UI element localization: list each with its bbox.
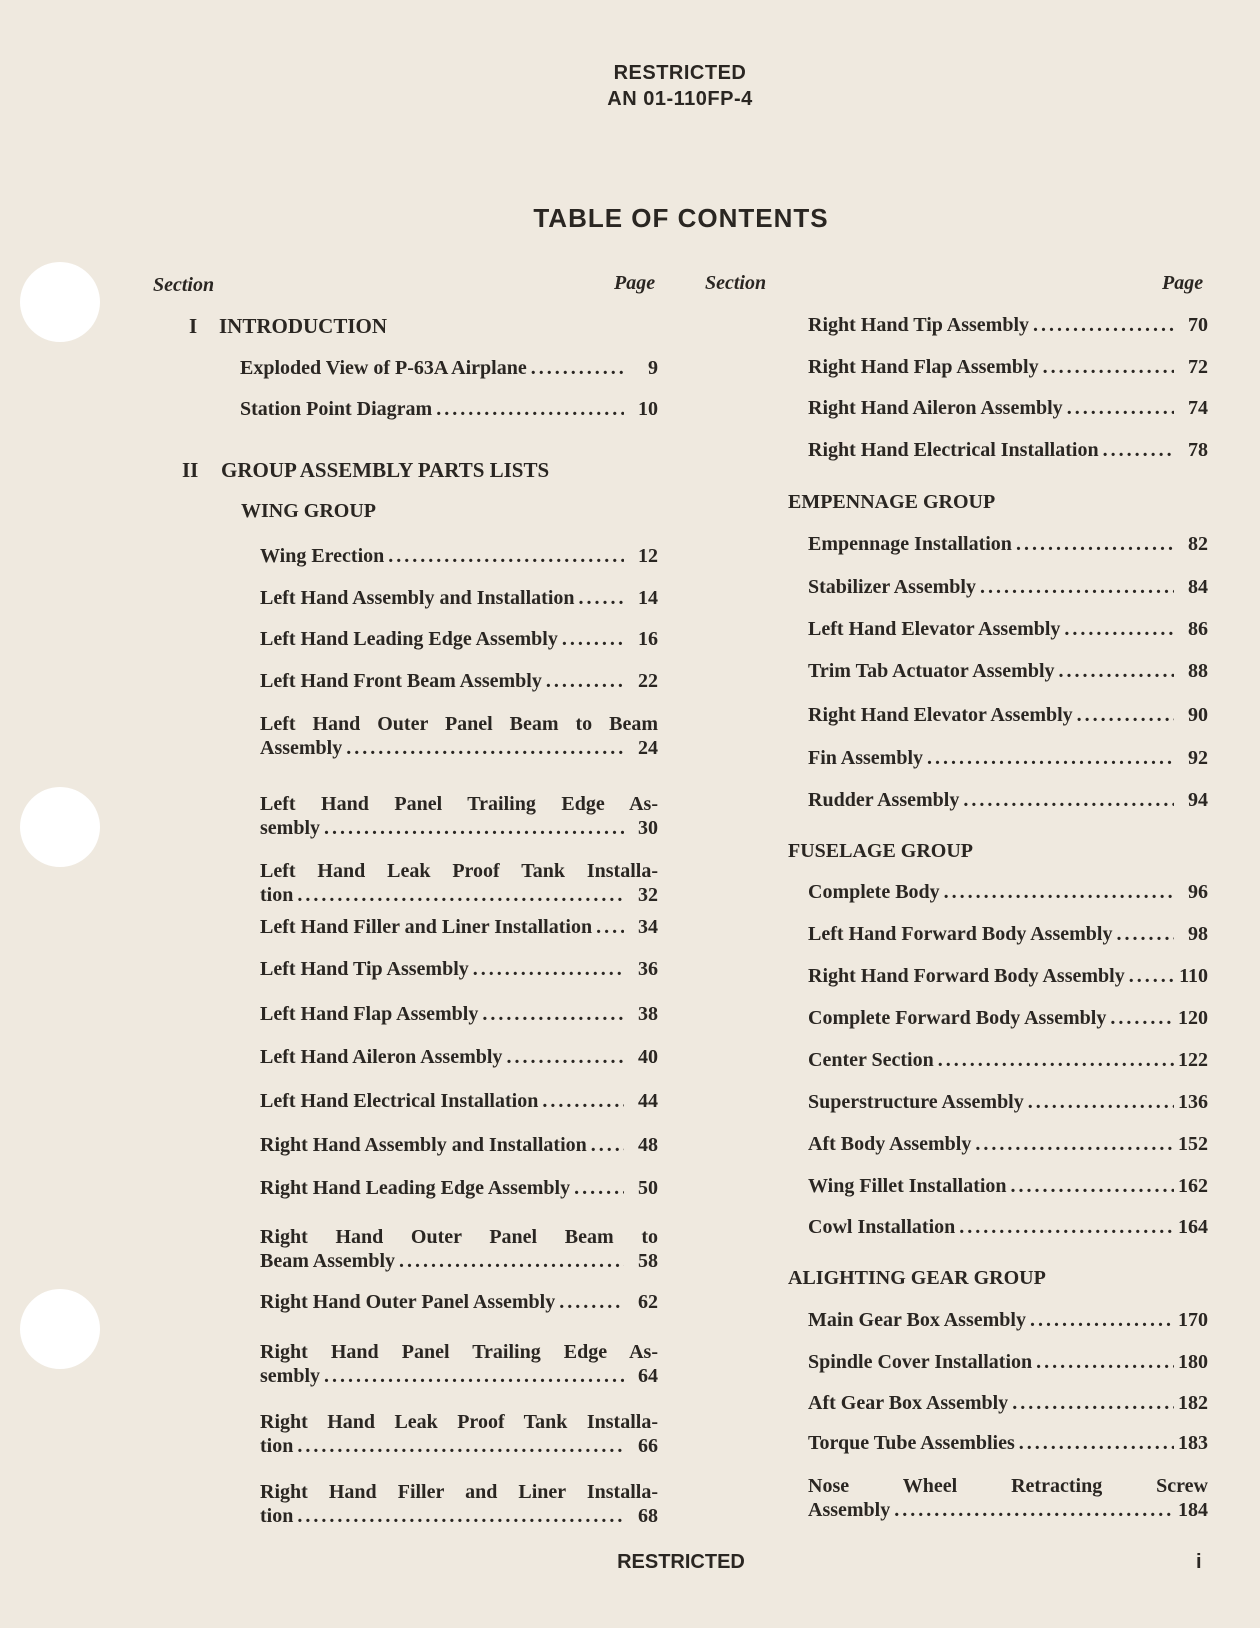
group-heading-alighting-gear: ALIGHTING GEAR GROUP bbox=[788, 1267, 1046, 1289]
toc-entry-page: 10 bbox=[638, 398, 658, 420]
toc-entry bbox=[260, 1133, 658, 1157]
toc-entry-page: 16 bbox=[638, 628, 658, 650]
toc-entry bbox=[260, 712, 658, 760]
dot-leader bbox=[297, 1434, 624, 1458]
toc-entry bbox=[260, 1290, 658, 1314]
toc-entry-title-line1: Left Hand Leak Proof Tank Installa- bbox=[260, 860, 658, 882]
toc-entry-title-line2: Assembly bbox=[808, 1499, 891, 1521]
toc-entry bbox=[808, 788, 1208, 812]
toc-entry bbox=[260, 1002, 658, 1026]
toc-entry bbox=[260, 1176, 658, 1200]
toc-entry bbox=[808, 313, 1208, 337]
toc-entry-title: Left Hand Aileron Assembly bbox=[260, 1046, 503, 1068]
dot-leader bbox=[980, 575, 1174, 599]
dot-leader bbox=[1059, 659, 1174, 683]
toc-entry bbox=[808, 880, 1208, 904]
toc-entry bbox=[260, 1089, 658, 1113]
column-heading-page-left: Page bbox=[614, 272, 656, 294]
toc-entry-page: 72 bbox=[1188, 356, 1208, 378]
toc-entry-line2 bbox=[260, 736, 658, 760]
toc-entry-title-line1: Right Hand Panel Trailing Edge As- bbox=[260, 1341, 658, 1363]
dot-leader bbox=[1116, 922, 1174, 946]
toc-entry bbox=[808, 1431, 1208, 1455]
column-heading-section-right: Section bbox=[705, 272, 767, 294]
dot-leader bbox=[938, 1048, 1174, 1072]
toc-entry bbox=[240, 397, 658, 421]
dot-leader bbox=[963, 788, 1174, 812]
toc-entry bbox=[260, 1410, 658, 1458]
toc-entry bbox=[240, 356, 658, 380]
group-heading-wing: WING GROUP bbox=[241, 500, 376, 522]
toc-entry-title: Right Hand Aileron Assembly bbox=[808, 397, 1063, 419]
dot-leader bbox=[388, 544, 624, 568]
dot-leader bbox=[1067, 396, 1174, 420]
toc-entry-title: Left Hand Electrical Installation bbox=[260, 1090, 539, 1112]
toc-entry bbox=[808, 1474, 1208, 1522]
toc-entry-title: Wing Fillet Installation bbox=[808, 1175, 1007, 1197]
toc-entry-title-line2: Beam Assembly bbox=[260, 1250, 395, 1272]
toc-entry-page: 74 bbox=[1188, 397, 1208, 419]
toc-entry-page: 66 bbox=[638, 1435, 658, 1457]
toc-entry-title: Right Hand Tip Assembly bbox=[808, 314, 1030, 336]
toc-entry-page: 36 bbox=[638, 958, 658, 980]
page-title: TABLE OF CONTENTS bbox=[533, 203, 829, 233]
toc-entry-title-line1: Right Hand Filler and Liner Installa- bbox=[260, 1481, 658, 1503]
toc-entry-page: 162 bbox=[1178, 1175, 1208, 1197]
toc-entry bbox=[808, 922, 1208, 946]
dot-leader bbox=[596, 915, 624, 939]
toc-entry-page: 164 bbox=[1178, 1216, 1208, 1238]
dot-leader bbox=[1030, 1308, 1174, 1332]
dot-leader bbox=[959, 1215, 1174, 1239]
toc-entry-title-line2: tion bbox=[260, 1435, 294, 1457]
toc-entry-title: Left Hand Tip Assembly bbox=[260, 958, 469, 980]
toc-entry-page: 94 bbox=[1188, 789, 1208, 811]
toc-entry-title: Trim Tab Actuator Assembly bbox=[808, 660, 1055, 682]
dot-leader bbox=[1033, 313, 1174, 337]
toc-entry bbox=[260, 859, 658, 907]
dot-leader bbox=[944, 880, 1174, 904]
footer-classification: RESTRICTED bbox=[617, 1551, 745, 1573]
toc-entry-page: 110 bbox=[1179, 965, 1208, 987]
toc-entry bbox=[808, 1350, 1208, 1374]
dot-leader bbox=[482, 1002, 624, 1026]
toc-entry bbox=[260, 544, 658, 568]
toc-entry-page: 184 bbox=[1178, 1499, 1208, 1521]
toc-entry-page: 86 bbox=[1188, 618, 1208, 640]
dot-leader bbox=[1028, 1090, 1174, 1114]
toc-entry-line2 bbox=[260, 1249, 658, 1273]
toc-entry-page: 14 bbox=[638, 587, 658, 609]
toc-entry-page: 70 bbox=[1188, 314, 1208, 336]
toc-entry bbox=[808, 617, 1208, 641]
toc-entry-title: Torque Tube Assemblies bbox=[808, 1432, 1015, 1454]
toc-entry-title: Stabilizer Assembly bbox=[808, 576, 976, 598]
toc-entry bbox=[808, 1006, 1208, 1030]
group-heading-fuselage: FUSELAGE GROUP bbox=[788, 840, 974, 862]
toc-entry-title-line1: Left Hand Panel Trailing Edge As- bbox=[260, 793, 658, 815]
toc-entry-title: Rudder Assembly bbox=[808, 789, 960, 811]
toc-entry-page: 122 bbox=[1178, 1049, 1208, 1071]
binder-hole-top bbox=[20, 262, 100, 342]
toc-entry bbox=[808, 1090, 1208, 1114]
toc-entry-title: Complete Forward Body Assembly bbox=[808, 1007, 1107, 1029]
toc-entry-page: 34 bbox=[638, 916, 658, 938]
toc-entry-page: 90 bbox=[1188, 704, 1208, 726]
dot-leader bbox=[546, 669, 624, 693]
toc-entry-title-line2: sembly bbox=[260, 1365, 320, 1387]
toc-entry-page: 62 bbox=[638, 1291, 658, 1313]
toc-entry bbox=[808, 659, 1208, 683]
dot-leader bbox=[927, 746, 1174, 770]
dot-leader bbox=[1110, 1006, 1174, 1030]
toc-entry-title: Left Hand Forward Body Assembly bbox=[808, 923, 1113, 945]
dot-leader bbox=[559, 1290, 624, 1314]
dot-leader bbox=[1011, 1174, 1174, 1198]
toc-entry-title: Left Hand Front Beam Assembly bbox=[260, 670, 542, 692]
dot-leader bbox=[297, 1504, 624, 1528]
toc-entry-title: Main Gear Box Assembly bbox=[808, 1309, 1026, 1331]
toc-entry-title: Right Hand Electrical Installation bbox=[808, 439, 1099, 461]
toc-entry-page: 9 bbox=[648, 357, 658, 379]
dot-leader bbox=[324, 1364, 624, 1388]
toc-entry-page: 183 bbox=[1178, 1432, 1208, 1454]
section-title-group-assembly-parts-lists: GROUP ASSEMBLY PARTS LISTS bbox=[221, 458, 550, 482]
dot-leader bbox=[531, 356, 624, 380]
toc-entry bbox=[808, 438, 1208, 462]
section-number-1: I bbox=[189, 314, 198, 338]
toc-entry-page: 84 bbox=[1188, 576, 1208, 598]
header-classification: RESTRICTED bbox=[613, 62, 747, 84]
toc-entry-title-line2: Assembly bbox=[260, 737, 343, 759]
dot-leader bbox=[562, 627, 624, 651]
toc-entry-title-line1: Right Hand Leak Proof Tank Installa- bbox=[260, 1411, 658, 1433]
toc-entry bbox=[260, 586, 658, 610]
toc-entry-page: 170 bbox=[1178, 1309, 1208, 1331]
toc-entry-title-line1: Right Hand Outer Panel Beam to bbox=[260, 1226, 658, 1248]
toc-entry bbox=[808, 746, 1208, 770]
dot-leader bbox=[346, 736, 624, 760]
toc-entry bbox=[808, 1048, 1208, 1072]
toc-entry-title: Right Hand Leading Edge Assembly bbox=[260, 1177, 571, 1199]
toc-entry-page: 98 bbox=[1188, 923, 1208, 945]
toc-entry bbox=[260, 1480, 658, 1528]
toc-entry-page: 180 bbox=[1178, 1351, 1208, 1373]
toc-entry bbox=[808, 355, 1208, 379]
toc-entry-page: 152 bbox=[1178, 1133, 1208, 1155]
dot-leader bbox=[591, 1133, 624, 1157]
toc-entry-title-line2: tion bbox=[260, 884, 294, 906]
dot-leader bbox=[1064, 617, 1174, 641]
toc-entry-page: 12 bbox=[638, 545, 658, 567]
toc-entry-line2 bbox=[260, 816, 658, 840]
binder-hole-middle bbox=[20, 787, 100, 867]
toc-entry bbox=[260, 1225, 658, 1273]
toc-entry-page: 136 bbox=[1178, 1091, 1208, 1113]
binder-hole-bottom bbox=[20, 1289, 100, 1369]
dot-leader bbox=[297, 883, 624, 907]
toc-entry-title-line2: sembly bbox=[260, 817, 320, 839]
dot-leader bbox=[1077, 703, 1174, 727]
section-number-2: II bbox=[182, 458, 199, 482]
toc-entry-title: Left Hand Leading Edge Assembly bbox=[260, 628, 558, 650]
toc-entry-title: Left Hand Flap Assembly bbox=[260, 1003, 479, 1025]
toc-entry bbox=[808, 1215, 1208, 1239]
toc-entry-title-line1: Left Hand Outer Panel Beam to Beam bbox=[260, 713, 658, 735]
toc-entry bbox=[808, 396, 1208, 420]
toc-entry-title: Right Hand Outer Panel Assembly bbox=[260, 1291, 556, 1313]
dot-leader bbox=[1103, 438, 1174, 462]
toc-entry-line2 bbox=[260, 1364, 658, 1388]
dot-leader bbox=[579, 586, 624, 610]
dot-leader bbox=[975, 1132, 1174, 1156]
toc-entry bbox=[260, 957, 658, 981]
toc-entry bbox=[808, 1391, 1208, 1415]
dot-leader bbox=[1012, 1391, 1174, 1415]
toc-entry bbox=[808, 532, 1208, 556]
toc-entry-page: 30 bbox=[638, 817, 658, 839]
toc-entry bbox=[808, 964, 1208, 988]
column-heading-page-right: Page bbox=[1162, 272, 1204, 294]
toc-entry-page: 22 bbox=[638, 670, 658, 692]
toc-entry-page: 68 bbox=[638, 1505, 658, 1527]
toc-entry-title: Right Hand Flap Assembly bbox=[808, 356, 1039, 378]
toc-entry bbox=[260, 669, 658, 693]
section-title-introduction: INTRODUCTION bbox=[219, 314, 388, 338]
dot-leader bbox=[894, 1498, 1174, 1522]
dot-leader bbox=[574, 1176, 624, 1200]
column-heading-section-left: Section bbox=[153, 274, 215, 296]
toc-entry-line2 bbox=[260, 883, 658, 907]
toc-entry-page: 38 bbox=[638, 1003, 658, 1025]
toc-entry-page: 78 bbox=[1188, 439, 1208, 461]
dot-leader bbox=[1016, 532, 1174, 556]
group-heading-empennage: EMPENNAGE GROUP bbox=[788, 491, 996, 513]
toc-entry-title: Fin Assembly bbox=[808, 747, 924, 769]
toc-entry-title: Right Hand Assembly and Installation bbox=[260, 1134, 587, 1156]
toc-entry-title: Superstructure Assembly bbox=[808, 1091, 1024, 1113]
toc-entry bbox=[260, 627, 658, 651]
toc-entry-title: Right Hand Elevator Assembly bbox=[808, 704, 1073, 726]
dot-leader bbox=[542, 1089, 624, 1113]
dot-leader bbox=[506, 1045, 624, 1069]
toc-entry-page: 96 bbox=[1188, 881, 1208, 903]
dot-leader bbox=[399, 1249, 624, 1273]
toc-entry-page: 40 bbox=[638, 1046, 658, 1068]
toc-entry bbox=[260, 1045, 658, 1069]
toc-entry-title: Left Hand Elevator Assembly bbox=[808, 618, 1061, 640]
toc-entry-title: Wing Erection bbox=[260, 545, 385, 567]
toc-entry-page: 88 bbox=[1188, 660, 1208, 682]
dot-leader bbox=[1036, 1350, 1174, 1374]
toc-entry-title: Center Section bbox=[808, 1049, 934, 1071]
toc-entry bbox=[808, 575, 1208, 599]
toc-entry bbox=[808, 1174, 1208, 1198]
dot-leader bbox=[324, 816, 624, 840]
toc-entry-title: Left Hand Assembly and Installation bbox=[260, 587, 575, 609]
toc-entry-page: 44 bbox=[638, 1090, 658, 1112]
toc-entry-title-line1: Nose Wheel Retracting Screw bbox=[808, 1475, 1208, 1497]
toc-entry-title: Aft Body Assembly bbox=[808, 1133, 972, 1155]
toc-entry-title: Left Hand Filler and Liner Installation bbox=[260, 916, 593, 938]
toc-entry bbox=[260, 792, 658, 840]
toc-entry-page: 48 bbox=[638, 1134, 658, 1156]
footer-page-number: i bbox=[1196, 1551, 1202, 1573]
toc-entry bbox=[808, 1132, 1208, 1156]
toc-entry-page: 92 bbox=[1188, 747, 1208, 769]
toc-entry bbox=[808, 1308, 1208, 1332]
toc-entry bbox=[260, 915, 658, 939]
dot-leader bbox=[436, 397, 624, 421]
toc-entry bbox=[260, 1340, 658, 1388]
toc-entry-title: Right Hand Forward Body Assembly bbox=[808, 965, 1125, 987]
header-document-number: AN 01-110FP-4 bbox=[607, 88, 753, 110]
dot-leader bbox=[1129, 964, 1174, 988]
toc-entry-title: Empennage Installation bbox=[808, 533, 1012, 555]
dot-leader bbox=[1043, 355, 1174, 379]
toc-entry-title: Exploded View of P-63A Airplane bbox=[240, 357, 527, 379]
toc-entry bbox=[808, 703, 1208, 727]
toc-entry-line2 bbox=[260, 1434, 658, 1458]
toc-entry-title: Complete Body bbox=[808, 881, 940, 903]
toc-entry-title: Spindle Cover Installation bbox=[808, 1351, 1033, 1373]
toc-entry-page: 182 bbox=[1178, 1392, 1208, 1414]
toc-entry-page: 32 bbox=[638, 884, 658, 906]
toc-entry-title: Station Point Diagram bbox=[240, 398, 433, 420]
dot-leader bbox=[473, 957, 624, 981]
toc-entry-title-line2: tion bbox=[260, 1505, 294, 1527]
toc-entry-page: 82 bbox=[1188, 533, 1208, 555]
toc-entry-line2 bbox=[808, 1498, 1208, 1522]
toc-entry-page: 50 bbox=[638, 1177, 658, 1199]
toc-entry-page: 120 bbox=[1178, 1007, 1208, 1029]
toc-entry-page: 64 bbox=[638, 1365, 658, 1387]
dot-leader bbox=[1019, 1431, 1174, 1455]
toc-entry-title: Cowl Installation bbox=[808, 1216, 956, 1238]
toc-entry-title: Aft Gear Box Assembly bbox=[808, 1392, 1009, 1414]
toc-entry-page: 24 bbox=[638, 737, 658, 759]
toc-entry-page: 58 bbox=[638, 1250, 658, 1272]
toc-entry-line2 bbox=[260, 1504, 658, 1528]
